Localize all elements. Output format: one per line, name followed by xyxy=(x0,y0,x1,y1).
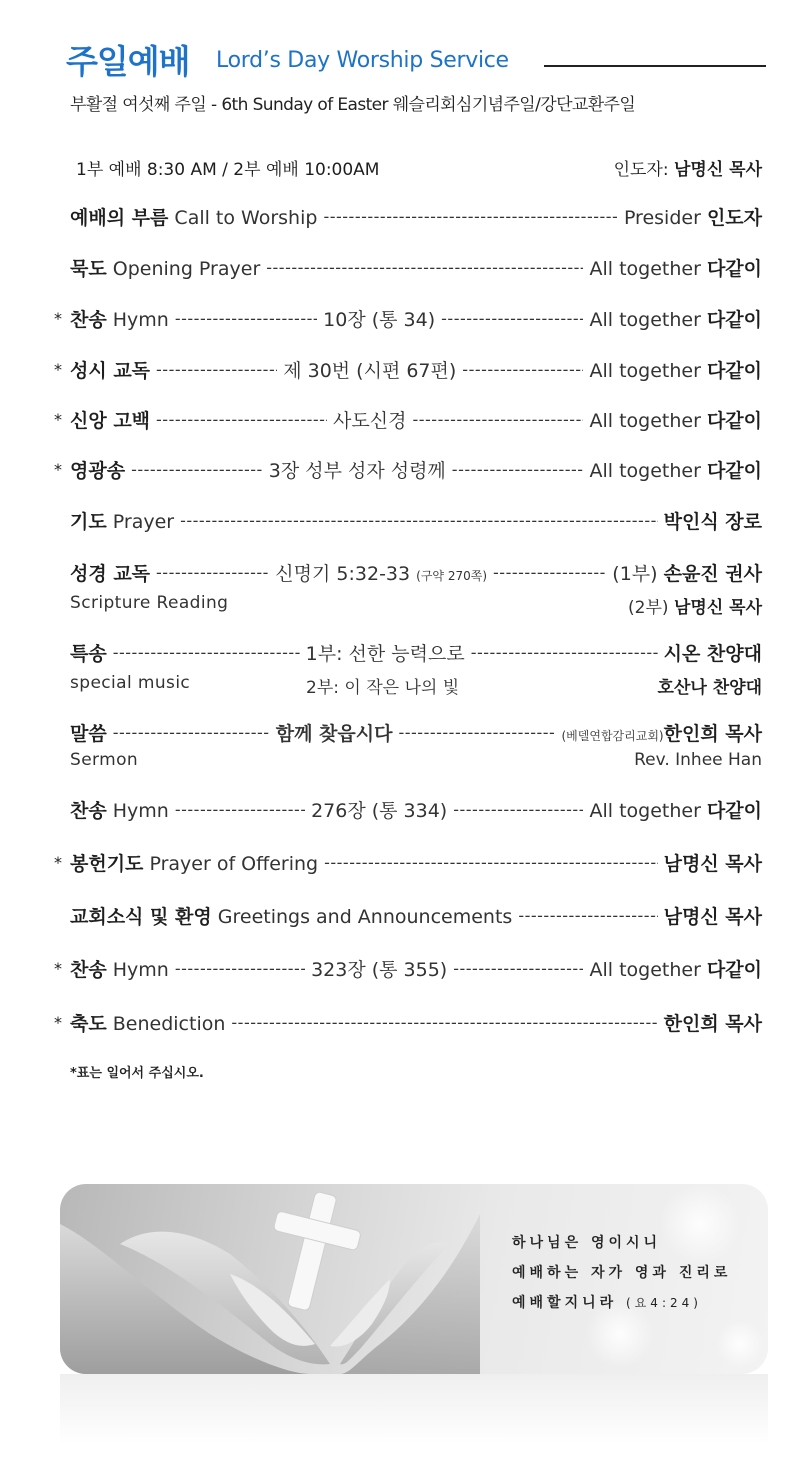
order-item xyxy=(54,558,762,586)
verse-line: 예배하는 자가 영과 진리로 xyxy=(512,1265,732,1281)
standing-mark: * xyxy=(54,459,62,479)
item-leader-church: (베델연합감리교회) xyxy=(561,728,664,743)
standing-mark: * xyxy=(54,308,62,328)
item-leader-ko: 남명신 목사 xyxy=(663,852,762,875)
item-leader xyxy=(589,356,762,383)
dash-leader xyxy=(266,258,583,277)
dash-leader xyxy=(323,207,617,226)
item-name-ko: 말씀 xyxy=(70,722,107,745)
dash-leader xyxy=(453,800,583,819)
subrow-right-ko: 호산나 찬양대 xyxy=(657,678,762,698)
item-name xyxy=(70,406,150,433)
item-detail: 276장 (통 334) xyxy=(311,799,448,822)
dash-leader xyxy=(113,643,300,662)
dash-leader xyxy=(131,460,263,479)
item-leader-ko: 다같이 xyxy=(706,359,762,382)
order-item xyxy=(54,1008,762,1036)
item-leader-en: All together xyxy=(589,459,707,482)
order-item xyxy=(54,954,762,982)
item-leader-ko: 다같이 xyxy=(706,459,762,482)
item-name xyxy=(70,849,318,876)
item-leader-ko: 손윤진 권사 xyxy=(663,562,762,585)
item-leader xyxy=(664,849,762,876)
order-item xyxy=(54,848,762,876)
item-leader-en: All together xyxy=(589,958,707,981)
dash-leader xyxy=(462,360,583,379)
item-name-ko: 교회소식 및 환영 xyxy=(70,905,212,928)
item-name-en: Prayer of Offering xyxy=(143,852,319,875)
item-detail: 323장 (통 355) xyxy=(311,958,448,981)
leader-label: 인도자: xyxy=(613,160,674,180)
order-item xyxy=(54,253,762,281)
standing-mark: * xyxy=(54,852,62,872)
standing-mark: * xyxy=(54,409,62,429)
item-name-ko: 찬송 xyxy=(70,799,107,822)
order-item xyxy=(54,405,762,433)
item-name xyxy=(70,203,317,230)
item-name xyxy=(70,902,512,929)
dash-leader xyxy=(471,643,658,662)
order-item xyxy=(54,506,762,534)
leader-name: 남명신 목사 xyxy=(673,160,762,180)
item-leader-ko: 다같이 xyxy=(706,308,762,331)
title-divider xyxy=(544,65,766,67)
item-detail: 제 30번 (시편 67편) xyxy=(283,359,457,382)
order-item xyxy=(54,795,762,823)
order-item xyxy=(54,638,762,666)
item-detail: 3장 성부 성자 성령께 xyxy=(268,459,446,482)
item-detail: 사도신경 xyxy=(333,409,407,432)
order-subrow xyxy=(70,673,762,697)
dash-leader xyxy=(175,959,305,978)
item-name-ko: 신앙 고백 xyxy=(70,409,151,432)
item-name xyxy=(70,719,107,746)
item-name-ko: 봉헌기도 xyxy=(70,852,144,875)
item-name-en: Hymn xyxy=(106,799,169,822)
item-name xyxy=(70,456,125,483)
item-name-en: Opening Prayer xyxy=(106,257,261,280)
subrow-left: Scripture Reading xyxy=(70,593,229,613)
item-detail xyxy=(275,559,487,586)
item-leader xyxy=(589,254,762,281)
item-leader-ko: 다같이 xyxy=(706,799,762,822)
order-subrow xyxy=(70,750,762,774)
item-leader xyxy=(589,406,762,433)
item-name-en: Benediction xyxy=(106,1012,226,1035)
item-name xyxy=(70,305,169,332)
item-leader xyxy=(612,559,762,586)
order-item xyxy=(54,355,762,383)
item-leader-ko: 남명신 목사 xyxy=(663,905,762,928)
order-item xyxy=(54,202,762,230)
item-leader xyxy=(624,203,762,230)
item-detail-note: (구약 270쪽) xyxy=(416,568,488,583)
verse-line: 하나님은 영이시니 xyxy=(512,1235,662,1251)
item-name-ko: 찬송 xyxy=(70,308,107,331)
item-name xyxy=(70,796,169,823)
item-name xyxy=(70,559,150,586)
sermon-title: 함께 찾읍시다 xyxy=(275,722,393,745)
subrow-right-ko: 남명신 목사 xyxy=(673,598,762,618)
subrow-right-en: (2부) xyxy=(628,598,674,618)
item-leader-en: All together xyxy=(589,799,707,822)
item-name-ko: 영광송 xyxy=(70,459,126,482)
order-item xyxy=(54,901,762,929)
item-leader-en: All together xyxy=(589,257,707,280)
verse-line xyxy=(512,1288,752,1318)
item-name-en: Hymn xyxy=(106,958,169,981)
item-leader xyxy=(562,719,763,746)
item-name-en: Greetings and Announcements xyxy=(211,905,513,928)
service-times-text: 1부 예배 8:30 AM / 2부 예배 10:00AM xyxy=(76,160,380,180)
item-leader-ko: 한인희 목사 xyxy=(663,1012,762,1035)
dash-leader xyxy=(398,723,555,742)
item-name-ko: 찬송 xyxy=(70,958,107,981)
item-leader xyxy=(664,507,762,534)
item-leader-en: All together xyxy=(589,409,707,432)
item-name-ko: 축도 xyxy=(70,1012,107,1035)
dash-leader xyxy=(156,563,269,582)
item-leader-ko: 다같이 xyxy=(706,257,762,280)
item-name-ko: 성경 교독 xyxy=(70,562,151,585)
item-name xyxy=(70,254,260,281)
standing-note: *표는 일어서 주십시오. xyxy=(70,1066,204,1081)
item-leader xyxy=(589,456,762,483)
dash-leader xyxy=(156,410,327,429)
item-leader-en: All together xyxy=(589,359,707,382)
item-name xyxy=(70,507,174,534)
item-name-en: Call to Worship xyxy=(168,206,318,229)
dash-leader xyxy=(493,563,606,582)
subrow-right xyxy=(634,750,762,770)
scripture-banner xyxy=(60,1184,768,1374)
item-leader-ko: 다같이 xyxy=(706,958,762,981)
item-detail xyxy=(276,719,393,746)
header xyxy=(66,36,766,80)
standing-mark: * xyxy=(54,359,62,379)
item-leader xyxy=(664,902,762,929)
item-leader-en: Presider xyxy=(623,206,707,229)
dash-leader xyxy=(441,309,583,328)
item-leader xyxy=(589,955,762,982)
item-leader xyxy=(664,1009,762,1036)
verse-reference: (요4:24) xyxy=(626,1296,702,1310)
item-name-ko: 기도 xyxy=(70,510,107,533)
item-name xyxy=(70,955,169,982)
item-leader-en: All together xyxy=(589,308,707,331)
item-name xyxy=(70,639,107,666)
item-leader xyxy=(664,639,762,666)
bible-verse xyxy=(512,1228,752,1318)
standing-mark: * xyxy=(54,958,62,978)
dash-leader xyxy=(156,360,277,379)
item-leader-en: (1부) xyxy=(612,562,664,585)
dash-leader xyxy=(231,1013,657,1032)
dash-leader xyxy=(412,410,583,429)
item-name-en: Hymn xyxy=(106,308,169,331)
dash-leader xyxy=(324,853,658,872)
subrow-mid: 2부: 이 작은 나의 빛 xyxy=(306,678,460,698)
item-detail: 1부: 선한 능력으로 xyxy=(305,642,465,665)
order-item xyxy=(54,718,762,746)
item-leader-ko: 시온 찬양대 xyxy=(663,642,762,665)
subrow-left: Sermon xyxy=(70,750,139,770)
item-leader-ko: 한인희 목사 xyxy=(663,722,762,745)
order-subrow xyxy=(70,593,762,617)
dash-leader xyxy=(175,800,305,819)
item-leader-ko: 인도자 xyxy=(706,206,762,229)
item-detail-main: 신명기 5:32-33 xyxy=(275,562,411,585)
order-item xyxy=(54,455,762,483)
subrow-right xyxy=(628,593,762,618)
dash-leader xyxy=(518,906,657,925)
verse-line-text: 예배할지니라 xyxy=(512,1295,618,1311)
item-name xyxy=(70,1009,225,1036)
order-item xyxy=(54,304,762,332)
item-leader-ko: 다같이 xyxy=(706,409,762,432)
item-name-ko: 묵도 xyxy=(70,257,107,280)
dash-leader xyxy=(113,723,270,742)
item-name-ko: 특송 xyxy=(70,642,107,665)
subrow-right-en: Rev. Inhee Han xyxy=(634,750,762,770)
banner-reflection xyxy=(60,1374,768,1444)
item-leader-ko: 박인식 장로 xyxy=(663,510,762,533)
service-times xyxy=(76,155,762,181)
subtitle: 부활절 여섯째 주일 - 6th Sunday of Easter 웨슬리회심기념주일/강단교환주일 xyxy=(70,95,636,115)
standing-mark: * xyxy=(54,1012,62,1032)
item-detail: 10장 (통 34) xyxy=(323,308,436,331)
subrow-left: special music xyxy=(70,673,191,693)
dash-leader xyxy=(180,511,658,530)
subrow-right xyxy=(658,673,762,698)
item-leader xyxy=(589,305,762,332)
leader xyxy=(614,155,762,180)
item-name-ko: 성시 교독 xyxy=(70,359,151,382)
dash-leader xyxy=(453,959,583,978)
page-title: 주일예배 xyxy=(66,42,190,81)
page-title-english: Lord’s Day Worship Service xyxy=(216,48,509,73)
item-name-en: Prayer xyxy=(106,510,175,533)
item-name-ko: 예배의 부름 xyxy=(70,206,169,229)
dash-leader xyxy=(175,309,317,328)
dash-leader xyxy=(452,460,584,479)
item-name xyxy=(70,356,150,383)
item-leader xyxy=(589,796,762,823)
